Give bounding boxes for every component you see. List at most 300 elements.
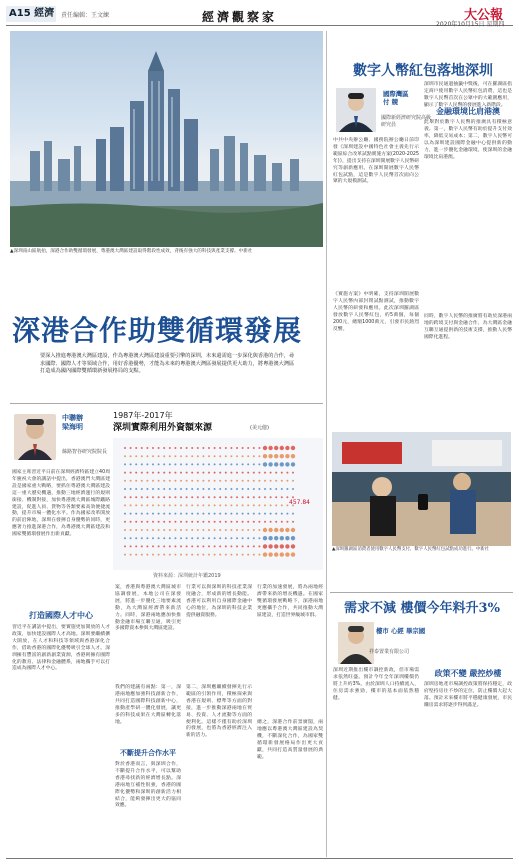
chart-dot <box>225 472 227 474</box>
chart-dot <box>286 496 288 498</box>
chart-dot <box>230 554 232 556</box>
chart-dot <box>230 472 232 474</box>
chart-dot <box>152 447 154 449</box>
article-title-property: 需求不減 樓價今年料升3% <box>344 601 500 616</box>
chart-dot <box>268 544 272 548</box>
divider <box>330 592 513 593</box>
chart-dot <box>292 521 294 523</box>
skyline-illustration <box>10 31 323 247</box>
chart-dot <box>180 447 182 449</box>
chart-dot <box>253 472 255 474</box>
chart-dot <box>253 463 255 465</box>
chart-dot <box>163 545 165 547</box>
chart-dot <box>263 552 267 556</box>
chart-dot <box>292 472 294 474</box>
chart-dot <box>275 488 277 490</box>
chart-dot <box>174 447 176 449</box>
chart-dot <box>152 455 154 457</box>
chart-dot <box>169 480 171 482</box>
chart-dot <box>180 488 182 490</box>
chart-dot <box>135 447 137 449</box>
chart-dot <box>242 554 244 556</box>
chart-dot <box>274 462 278 466</box>
chart-dot <box>242 463 244 465</box>
chart-dot <box>285 552 289 556</box>
photo-caption-2: ▲深圳羅湖區消費者使用數字人民幣支付，數字人民幣紅包試點成功進行。中新社 <box>332 547 490 552</box>
chart-dot <box>191 463 193 465</box>
chart-dot <box>169 463 171 465</box>
chart-dot <box>163 496 165 498</box>
chart-dot <box>225 554 227 556</box>
chart-dot <box>247 545 249 547</box>
chart-dot <box>135 545 137 547</box>
chart-dot <box>146 496 148 498</box>
chart-dot <box>219 554 221 556</box>
chart-dot <box>174 529 176 531</box>
chart-dot <box>281 480 283 482</box>
chart-dot <box>186 463 188 465</box>
chart-dot <box>186 521 188 523</box>
chart-dot <box>270 496 272 498</box>
chart-dot <box>135 472 137 474</box>
chart-dot <box>174 554 176 556</box>
chart-dot <box>225 496 227 498</box>
chart-dot <box>242 455 244 457</box>
chart-dot <box>141 521 143 523</box>
chart-dot <box>253 447 255 449</box>
chart-dot <box>219 537 221 539</box>
chart-dot <box>214 545 216 547</box>
chart-dot <box>247 463 249 465</box>
chart-dot <box>214 447 216 449</box>
author-byline-3 <box>376 626 425 635</box>
article-column-3b: 第二，深圳應繼續發揮先行示範區的引領作用，積極探索與香港在規則、標準等方面的對接，進一步推動深港兩地在貿易、投資、人才流動等方面的便利化。這樣不僅有助於深圳的發展，也將為香港經濟注入新的活力。 <box>186 685 252 739</box>
chart-dot <box>264 480 266 482</box>
chart-dot <box>130 496 132 498</box>
chart-dot <box>146 455 148 457</box>
chart-dot <box>208 513 210 515</box>
chart-dot <box>197 472 199 474</box>
chart-dot <box>274 528 278 532</box>
article-column-1: 國家主席習近平日前在深圳經濟特區建立40周年慶祝大會的講話中提出，香港澳門大灣區建設是國家重大戰略，要抓住粵港澳大灣區建設這一重大歷史機遇，推動三地經濟運行的規則銜接、機制對接，加快粵港澳大灣區城際鐵路建設，促進人員、貨物等各類要素高效便捷流動，提升市場一體化水平。作為國家改革開放的前沿陣地，深圳在發揮自身優勢的同時，更應著力推進深港合作，為粵港澳大灣區建設和國家雙循環發展作出新貢獻。 <box>12 470 110 538</box>
chart-dot <box>141 496 143 498</box>
chart-dot <box>124 537 126 539</box>
chart-dot <box>258 521 260 523</box>
chart-dot <box>258 513 260 515</box>
chart-dot <box>230 447 232 449</box>
chart-dot <box>291 544 295 548</box>
chart-dot <box>163 488 165 490</box>
chart-dot <box>214 463 216 465</box>
chart-dot <box>146 521 148 523</box>
chart-dot <box>236 513 238 515</box>
chart-dot <box>180 480 182 482</box>
chart-dot <box>135 455 137 457</box>
chart-dot <box>130 488 132 490</box>
chart-dot <box>219 521 221 523</box>
chart-dot <box>268 552 272 556</box>
chart-dot <box>263 446 267 450</box>
chart-dot <box>258 537 260 539</box>
chart-dot <box>253 521 255 523</box>
issue-date: 2020年10月15日 星期四 <box>436 21 505 28</box>
chart-dot <box>219 504 221 506</box>
chart-dot <box>225 513 227 515</box>
chart-dot <box>174 496 176 498</box>
chart-dot <box>163 455 165 457</box>
chart-dot <box>180 537 182 539</box>
chart-dot <box>270 513 272 515</box>
chart-dot <box>130 513 132 515</box>
chart-dot <box>169 447 171 449</box>
chart-dot <box>225 545 227 547</box>
chart-dot <box>225 521 227 523</box>
chart-dot <box>163 480 165 482</box>
chart-dot <box>275 504 277 506</box>
chart-dot <box>197 513 199 515</box>
chart-dot <box>230 537 232 539</box>
chart-dot <box>253 554 255 556</box>
chart-dot <box>219 496 221 498</box>
author-portrait-3 <box>338 622 374 664</box>
chart-dot <box>146 447 148 449</box>
chart-dot <box>180 513 182 515</box>
chart-dot <box>281 496 283 498</box>
chart-dot <box>130 537 132 539</box>
chart-dot <box>258 554 260 556</box>
chart-dot <box>202 513 204 515</box>
chart-dot <box>219 455 221 457</box>
chart-dot <box>230 463 232 465</box>
chart-dot <box>124 488 126 490</box>
chart-dot <box>124 521 126 523</box>
chart-dot <box>208 463 210 465</box>
chart-dot <box>242 529 244 531</box>
chart-dot <box>286 480 288 482</box>
column-divider <box>326 31 327 857</box>
chart-dot <box>214 529 216 531</box>
chart-dot <box>202 545 204 547</box>
chart-dot <box>236 529 238 531</box>
chart-dot <box>258 480 260 482</box>
chart-dot <box>191 537 193 539</box>
chart-dot <box>230 455 232 457</box>
chart-dot <box>158 496 160 498</box>
chart-dot <box>146 504 148 506</box>
portrait-figure-icon <box>336 88 376 132</box>
chart-dot <box>174 463 176 465</box>
fdi-chart <box>113 410 323 580</box>
chart-dot <box>280 454 284 458</box>
chart-dot <box>180 529 182 531</box>
chart-dot <box>141 455 143 457</box>
chart-dot <box>180 521 182 523</box>
chart-dot <box>214 488 216 490</box>
chart-dot <box>236 472 238 474</box>
chart-dot <box>263 544 267 548</box>
chart-dot <box>219 488 221 490</box>
chart-dot <box>130 529 132 531</box>
chart-dot <box>242 488 244 490</box>
chart-dot <box>208 488 210 490</box>
chart-dot <box>230 513 232 515</box>
chart-dot <box>202 504 204 506</box>
chart-dot <box>275 496 277 498</box>
chart-dot <box>174 537 176 539</box>
chart-dot <box>247 504 249 506</box>
chart-dot <box>291 528 295 532</box>
chart-dot <box>219 545 221 547</box>
chart-dot <box>268 454 272 458</box>
chart-dot <box>124 463 126 465</box>
chart-dot <box>197 521 199 523</box>
divider <box>10 403 323 404</box>
chart-dot <box>230 545 232 547</box>
chart-dot <box>135 554 137 556</box>
chart-dot <box>258 447 260 449</box>
chart-title-line1: 1987年-2017年 <box>113 411 173 420</box>
chart-dot <box>225 455 227 457</box>
right-text-5: 同時，數字人民幣的推廣將有助於深港兩地的跨境支付與金融合作，為大灣區金融互聯互通提供新的技術支撐，推動人民幣國際化進程。 <box>424 314 512 340</box>
chart-dot <box>214 513 216 515</box>
chart-dot <box>264 472 266 474</box>
chart-dot <box>281 488 283 490</box>
chart-dot <box>236 480 238 482</box>
author-role-2: 國際新經濟研究院高級研究員 <box>381 115 432 128</box>
shop-illustration <box>332 432 511 546</box>
chart-dot <box>124 472 126 474</box>
chart-dot <box>169 504 171 506</box>
right-text-7: 深圳房地產市場調控政策將保持穩定，政府堅持房住不炒的定位，防止樓價大起大落。預計未來樓市將平穩健康發展，市民購房需求將逐步得到滿足。 <box>424 682 512 708</box>
chart-dot <box>135 496 137 498</box>
article-column-4b: 總之，深港合作前景廣闊，兩地應以粵港澳大灣區建設為契機，不斷深化合作，為國家雙循環新發展格局作出更大貢獻，共同打造高質量發展的典範。 <box>257 720 323 760</box>
chart-dot <box>264 504 266 506</box>
chart-dot <box>286 472 288 474</box>
chart-dot <box>202 455 204 457</box>
chart-dot <box>247 480 249 482</box>
chart-dot <box>152 463 154 465</box>
chart-dot <box>146 480 148 482</box>
chart-dot <box>180 504 182 506</box>
chart-dot <box>214 521 216 523</box>
chart-dot <box>158 504 160 506</box>
chart-dot <box>247 472 249 474</box>
chart-dot <box>208 545 210 547</box>
chart-dot <box>242 480 244 482</box>
chart-dot <box>169 537 171 539</box>
portrait-figure-icon <box>338 622 374 664</box>
chart-dot <box>264 513 266 515</box>
chart-dot <box>214 537 216 539</box>
chart-dot <box>174 472 176 474</box>
chart-dot <box>180 455 182 457</box>
chart-dot <box>242 521 244 523</box>
chart-dot <box>275 513 277 515</box>
chart-dot <box>163 521 165 523</box>
chart-dot <box>247 455 249 457</box>
chart-dot <box>247 554 249 556</box>
payment-photo <box>332 432 511 546</box>
chart-dot <box>230 529 232 531</box>
chart-dot <box>270 521 272 523</box>
chart-dot <box>146 472 148 474</box>
chart-dot <box>225 447 227 449</box>
chart-dot <box>186 447 188 449</box>
chart-dot <box>202 472 204 474</box>
chart-dot <box>268 528 272 532</box>
chart-dot <box>263 462 267 466</box>
chart-plot <box>113 438 323 570</box>
chart-dot <box>135 463 137 465</box>
editor-credit: 責任編輯：王文練 <box>61 12 110 19</box>
chart-dot <box>169 472 171 474</box>
chart-dot <box>130 504 132 506</box>
right-text-3: 深圳市民通過抽籤中獎後，可在羅湖區指定商戶使用數字人民幣紅包消費，這也是數字人民幣首次在公眾中的大範圍應用，顯示了數字人民幣的發展進入新階段。 <box>424 82 512 108</box>
author-byline-2 <box>383 90 409 106</box>
chart-dot <box>186 554 188 556</box>
chart-dot <box>130 472 132 474</box>
chart-dot <box>191 504 193 506</box>
chart-dot <box>124 545 126 547</box>
chart-dot <box>285 536 289 540</box>
chart-dot <box>158 447 160 449</box>
chart-dot <box>158 554 160 556</box>
chart-dot <box>191 545 193 547</box>
chart-dot <box>258 455 260 457</box>
chart-dot <box>274 536 278 540</box>
chart-dot <box>197 554 199 556</box>
chart-dot <box>280 536 284 540</box>
chart-dot <box>169 513 171 515</box>
skyline-photo <box>10 31 323 247</box>
chart-dot <box>258 545 260 547</box>
chart-dot <box>285 462 289 466</box>
chart-dot <box>219 513 221 515</box>
author-role: 絲路智谷研究院院長 <box>62 449 108 455</box>
chart-dot <box>236 554 238 556</box>
chart-dot <box>253 488 255 490</box>
article-column-2b: 我們的建議有兩點：第一，深港兩地應加強科技創新合作，共同打造國際科技創新中心，推動產學研一體化發展，讓更多的科技成果在大灣區轉化落地。 <box>115 685 181 725</box>
chart-dot <box>141 447 143 449</box>
chart-dot <box>258 496 260 498</box>
chart-dot <box>247 529 249 531</box>
chart-dot <box>274 446 278 450</box>
chart-dot <box>236 521 238 523</box>
chart-dot <box>202 480 204 482</box>
chart-dot <box>253 513 255 515</box>
chart-annotation: 457.84 <box>289 499 310 506</box>
chart-dot <box>291 536 295 540</box>
page-header <box>6 4 513 26</box>
chart-dot <box>186 529 188 531</box>
article-column-3: 行業可以與深圳的科技產業深度融合，形成新的增長動能。香港可以利用自身國際金融中心的地位，為深圳的科技企業提供融資服務。 <box>186 585 252 618</box>
chart-dot <box>124 513 126 515</box>
page-footer <box>6 858 513 859</box>
chart-dot <box>268 462 272 466</box>
chart-dot <box>152 472 154 474</box>
chart-dot <box>214 455 216 457</box>
chart-dot <box>258 472 260 474</box>
author-name: 付 競 <box>383 98 399 106</box>
chart-dot <box>253 480 255 482</box>
chart-dot <box>230 480 232 482</box>
chart-dot <box>163 447 165 449</box>
chart-dot <box>141 537 143 539</box>
chart-dot <box>152 504 154 506</box>
chart-dot <box>230 496 232 498</box>
chart-dot <box>275 480 277 482</box>
chart-dot <box>285 544 289 548</box>
chart-dot <box>174 521 176 523</box>
chart-dot <box>247 513 249 515</box>
chart-dot <box>197 529 199 531</box>
chart-dot <box>247 488 249 490</box>
subheading-policy: 政策不變 嚴控炒樓 <box>434 669 502 678</box>
chart-dot <box>291 454 295 458</box>
chart-dot <box>174 488 176 490</box>
chart-dot <box>158 529 160 531</box>
chart-dot <box>135 488 137 490</box>
chart-dot <box>163 504 165 506</box>
chart-dot <box>225 463 227 465</box>
chart-dot <box>247 521 249 523</box>
chart-dot <box>130 521 132 523</box>
chart-dot <box>258 529 260 531</box>
chart-dot <box>214 554 216 556</box>
chart-dot <box>230 488 232 490</box>
chart-dot <box>197 480 199 482</box>
chart-dot <box>141 504 143 506</box>
chart-dot <box>281 504 283 506</box>
chart-dot <box>236 455 238 457</box>
chart-dot <box>202 463 204 465</box>
chart-dot <box>135 480 137 482</box>
chart-dot <box>163 463 165 465</box>
chart-dot <box>174 480 176 482</box>
chart-dot <box>202 521 204 523</box>
chart-dot <box>135 504 137 506</box>
chart-dot <box>163 537 165 539</box>
chart-dot <box>219 472 221 474</box>
chart-dot <box>236 463 238 465</box>
chart-dot <box>152 545 154 547</box>
chart-dot <box>270 472 272 474</box>
author-column-name: 國際灣區 <box>383 90 409 98</box>
chart-dot <box>236 447 238 449</box>
chart-dot <box>242 545 244 547</box>
chart-dot <box>263 528 267 532</box>
chart-dot <box>152 537 154 539</box>
chart-dot <box>219 529 221 531</box>
author-portrait <box>14 414 56 460</box>
chart-dot <box>130 463 132 465</box>
chart-dot <box>197 488 199 490</box>
chart-dot <box>141 472 143 474</box>
chart-dot <box>202 488 204 490</box>
subheading-finance: 金融環境比肩港澳 <box>436 107 500 116</box>
chart-dot <box>146 513 148 515</box>
chart-dot <box>158 545 160 547</box>
chart-dot <box>191 529 193 531</box>
chart-dot <box>146 545 148 547</box>
chart-dot <box>286 521 288 523</box>
chart-dot <box>280 552 284 556</box>
section-title: 經濟觀察家 <box>202 10 278 24</box>
chart-dot <box>236 504 238 506</box>
chart-dot <box>280 528 284 532</box>
chart-dot <box>124 529 126 531</box>
chart-dot <box>130 447 132 449</box>
